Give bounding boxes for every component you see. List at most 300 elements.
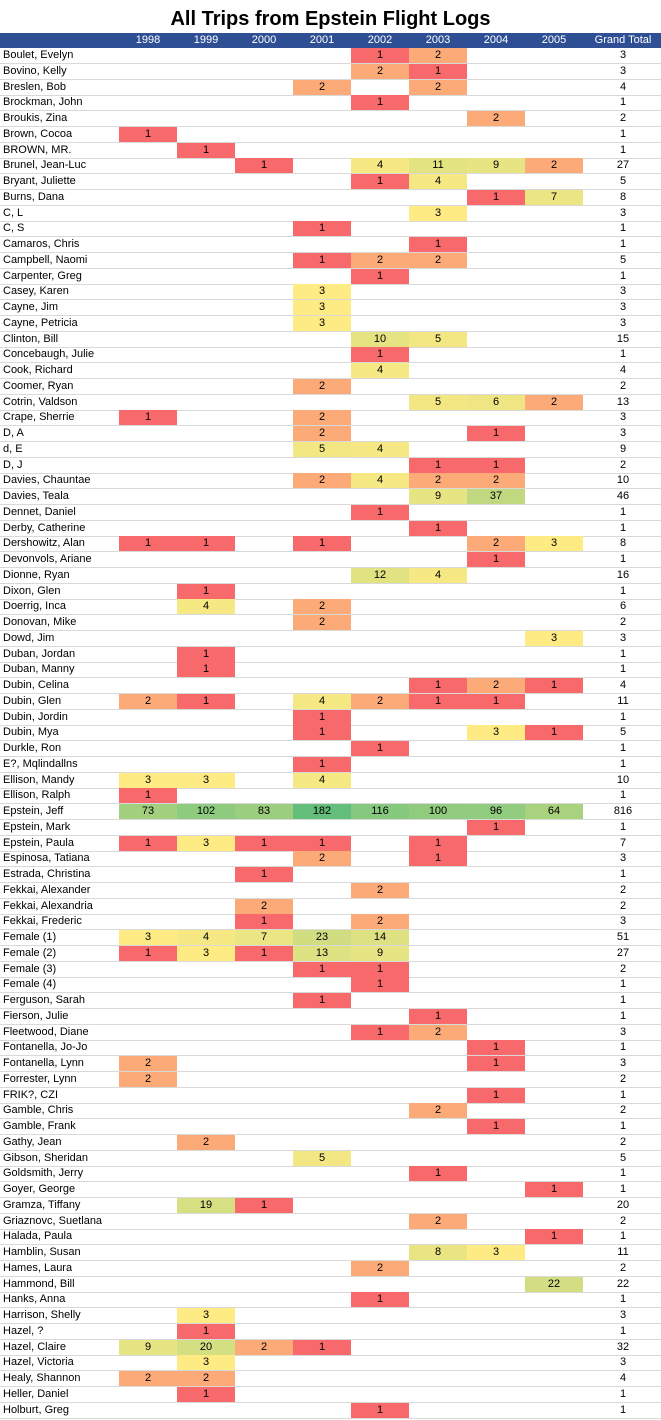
row-divider [0, 1197, 661, 1198]
row-total: 3 [619, 411, 627, 424]
row-name: Bryant, Juliette [3, 175, 76, 187]
row-total: 1 [619, 1041, 627, 1054]
data-cell: 1 [351, 1292, 409, 1307]
row-total: 1 [619, 222, 627, 235]
row-divider [0, 914, 661, 915]
row-name: Casey, Karen [3, 285, 69, 298]
row-divider [0, 583, 661, 584]
row-divider [0, 1087, 661, 1088]
data-cell: 1 [293, 836, 351, 851]
row-divider [0, 866, 661, 867]
data-cell: 2 [351, 1261, 409, 1276]
row-name: Crape, Sherrie [3, 411, 75, 424]
data-cell: 3 [467, 725, 525, 740]
row-divider [0, 977, 661, 978]
row-total: 1 [619, 505, 627, 518]
data-cell: 2 [467, 536, 525, 551]
row-name: Donovan, Mike [3, 616, 77, 628]
row-total: 9 [619, 442, 627, 455]
data-cell: 1 [467, 426, 525, 441]
data-cell: 3 [119, 773, 177, 788]
row-total: 1 [619, 521, 627, 534]
row-name: Holburt, Greg [3, 1403, 70, 1416]
row-total: 3 [619, 301, 627, 313]
row-name: D, J [3, 458, 23, 471]
data-cell: 2 [409, 48, 467, 63]
data-cell: 2 [119, 694, 177, 709]
data-cell: 1 [467, 552, 525, 567]
row-name: Epstein, Mark [3, 820, 71, 833]
row-name: Concebaugh, Julie [3, 348, 95, 361]
data-cell: 20 [177, 1340, 235, 1355]
row-name: Dershowitz, Alan [3, 537, 85, 550]
data-cell: 1 [409, 836, 467, 851]
row-total: 2 [619, 899, 627, 912]
data-cell: 2 [293, 410, 351, 425]
data-cell: 102 [177, 804, 235, 819]
data-cell: 1 [409, 694, 467, 709]
row-name: Duban, Jordan [3, 647, 76, 660]
row-name: d, E [3, 442, 23, 455]
data-cell: 1 [177, 143, 235, 158]
row-total: 10 [616, 773, 630, 786]
row-total: 4 [619, 679, 627, 691]
row-total: 1 [619, 1230, 627, 1243]
row-total: 3 [619, 427, 627, 439]
data-cell: 2 [409, 1025, 467, 1040]
data-cell: 1 [293, 536, 351, 551]
row-name: Hames, Laura [3, 1261, 73, 1274]
row-divider [0, 1355, 661, 1356]
row-total: 2 [619, 1072, 627, 1085]
data-cell: 2 [351, 253, 409, 268]
row-name: Fekkai, Frederic [3, 915, 82, 928]
data-cell: 1 [467, 820, 525, 835]
data-cell: 2 [467, 111, 525, 126]
data-cell: 1 [235, 836, 293, 851]
row-total: 3 [619, 631, 627, 644]
data-cell: 1 [293, 253, 351, 268]
data-cell: 11 [409, 158, 467, 173]
row-name: Epstein, Jeff [3, 805, 64, 817]
row-total: 1 [619, 143, 627, 156]
row-name: Dennet, Daniel [3, 505, 76, 518]
row-divider [0, 646, 661, 647]
row-total: 2 [619, 458, 627, 471]
row-name: Fleetwood, Diane [3, 1025, 89, 1038]
row-total: 3 [619, 64, 627, 77]
data-cell: 1 [525, 1182, 583, 1197]
data-cell: 2 [351, 694, 409, 709]
row-divider [0, 551, 661, 552]
data-cell: 4 [177, 930, 235, 945]
data-cell: 1 [467, 1040, 525, 1055]
row-total: 3 [619, 1356, 627, 1369]
data-cell: 1 [525, 1229, 583, 1244]
row-total: 11 [617, 694, 629, 707]
row-divider [0, 1402, 661, 1403]
data-cell: 1 [235, 158, 293, 173]
data-cell: 4 [293, 773, 351, 788]
data-cell: 10 [351, 332, 409, 347]
row-name: Epstein, Paula [3, 836, 74, 849]
data-cell: 7 [525, 190, 583, 205]
row-total: 22 [616, 1277, 630, 1290]
data-cell: 9 [467, 158, 525, 173]
data-cell: 3 [177, 1355, 235, 1370]
row-total: 1 [619, 96, 627, 109]
row-total: 1 [619, 269, 627, 282]
row-name: Gathy, Jean [3, 1135, 62, 1148]
data-cell: 100 [409, 804, 467, 819]
row-divider [0, 662, 661, 663]
data-cell: 1 [351, 95, 409, 110]
data-cell: 1 [293, 962, 351, 977]
data-cell: 3 [293, 316, 351, 331]
data-cell: 1 [409, 64, 467, 79]
data-cell: 2 [293, 473, 351, 488]
row-name: Hanks, Anna [3, 1293, 66, 1306]
data-cell: 1 [351, 1403, 409, 1418]
row-total: 3 [619, 1025, 627, 1038]
data-cell: 9 [351, 946, 409, 961]
data-cell: 3 [177, 1308, 235, 1323]
row-divider [0, 362, 661, 363]
row-total: 32 [616, 1340, 630, 1353]
data-cell: 2 [409, 253, 467, 268]
row-divider [0, 331, 661, 332]
row-total: 1 [619, 553, 627, 565]
row-total: 7 [619, 836, 627, 849]
row-name: Female (1) [3, 931, 57, 943]
data-cell: 9 [409, 489, 467, 504]
data-cell: 2 [177, 1135, 235, 1150]
row-total: 2 [619, 883, 627, 896]
row-divider [0, 504, 661, 505]
row-divider [0, 788, 661, 789]
row-name: Fekkai, Alexandria [3, 899, 93, 912]
data-cell: 1 [351, 1025, 409, 1040]
row-divider [0, 740, 661, 741]
data-cell: 1 [351, 977, 409, 992]
data-cell: 3 [467, 1245, 525, 1260]
data-cell: 4 [351, 442, 409, 457]
data-cell: 1 [351, 269, 409, 284]
data-cell: 2 [293, 615, 351, 630]
data-cell: 5 [409, 395, 467, 410]
data-cell: 4 [409, 174, 467, 189]
row-name: Female (4) [3, 978, 57, 991]
data-cell: 1 [293, 757, 351, 772]
data-cell: 2 [409, 80, 467, 95]
column-header-grand-total: Grand Total [594, 34, 652, 46]
column-header-2005: 2005 [541, 34, 567, 46]
row-total: 1 [619, 238, 627, 250]
data-cell: 116 [351, 804, 409, 819]
row-divider [0, 268, 661, 269]
data-cell: 2 [235, 899, 293, 914]
data-cell: 1 [119, 946, 177, 961]
data-cell: 1 [293, 1340, 351, 1355]
row-total: 1 [619, 647, 627, 660]
data-cell: 73 [119, 804, 177, 819]
data-cell: 7 [235, 930, 293, 945]
row-name: Fierson, Julie [3, 1009, 69, 1022]
row-total: 2 [619, 1104, 627, 1117]
data-cell: 2 [293, 80, 351, 95]
row-total: 3 [619, 316, 627, 329]
row-total: 1 [619, 710, 627, 723]
row-name: Fontanella, Jo-Jo [3, 1041, 88, 1054]
row-name: Hammond, Bill [3, 1277, 75, 1290]
row-name: Dubin, Glen [3, 694, 62, 707]
row-total: 8 [619, 190, 627, 203]
row-name: Davies, Teala [3, 490, 69, 502]
data-cell: 1 [351, 505, 409, 520]
data-cell: 1 [467, 458, 525, 473]
row-divider [0, 1307, 661, 1308]
data-cell: 3 [525, 631, 583, 646]
row-name: Coomer, Ryan [3, 379, 74, 392]
row-divider [0, 1134, 661, 1135]
row-total: 1 [619, 1324, 627, 1337]
row-total: 1 [619, 994, 627, 1006]
row-name: Forrester, Lynn [3, 1072, 77, 1085]
row-divider [0, 898, 661, 899]
data-cell: 5 [293, 1151, 351, 1166]
row-total: 2 [619, 1261, 627, 1274]
row-total: 3 [619, 206, 627, 219]
row-name: Burns, Dana [3, 190, 65, 203]
row-name: Harrison, Shelly [3, 1309, 81, 1321]
row-total: 16 [616, 568, 630, 581]
row-divider [0, 1418, 661, 1419]
row-total: 1 [619, 1293, 627, 1306]
data-cell: 1 [235, 914, 293, 929]
row-total: 4 [619, 80, 627, 93]
row-total: 13 [616, 395, 630, 408]
data-cell: 1 [293, 221, 351, 236]
data-cell: 1 [235, 867, 293, 882]
data-cell: 19 [177, 1198, 235, 1213]
data-cell: 4 [351, 473, 409, 488]
data-cell: 182 [293, 804, 351, 819]
row-divider [0, 819, 661, 820]
data-cell: 1 [119, 836, 177, 851]
data-cell: 2 [351, 914, 409, 929]
row-divider [0, 347, 661, 348]
row-name: Gramza, Tiffany [3, 1198, 81, 1211]
row-total: 11 [617, 1246, 629, 1258]
data-cell: 1 [409, 521, 467, 536]
column-header-2002: 2002 [367, 34, 393, 46]
row-name: Davies, Chauntae [3, 474, 91, 487]
row-total: 1 [619, 757, 627, 770]
column-header-2000: 2000 [251, 34, 277, 46]
row-name: FRIK?, CZI [3, 1088, 59, 1101]
row-divider [0, 1040, 661, 1041]
data-cell: 1 [293, 725, 351, 740]
row-total: 1 [619, 1183, 627, 1195]
row-name: Camaros, Chris [3, 238, 80, 250]
row-divider [0, 488, 661, 489]
row-name: Cayne, Petricia [3, 316, 78, 329]
data-cell: 1 [409, 851, 467, 866]
data-cell: 1 [293, 710, 351, 725]
row-name: Carpenter, Greg [3, 269, 82, 282]
row-divider [0, 520, 661, 521]
data-cell: 2 [293, 851, 351, 866]
data-cell: 1 [409, 1166, 467, 1181]
row-name: Hazel, Claire [3, 1340, 66, 1353]
row-name: C, L [3, 206, 24, 219]
data-cell: 1 [351, 347, 409, 362]
row-divider [0, 236, 661, 237]
row-total: 1 [619, 820, 627, 833]
row-name: Durkle, Ron [3, 742, 62, 754]
row-total: 3 [619, 285, 627, 298]
row-name: Griaznovc, Suetlana [3, 1214, 103, 1227]
column-header-2003: 2003 [425, 34, 451, 46]
row-total: 10 [616, 474, 630, 487]
data-cell: 2 [293, 379, 351, 394]
row-name: Heller, Daniel [3, 1387, 69, 1400]
data-cell: 4 [177, 599, 235, 614]
data-cell: 1 [351, 962, 409, 977]
row-name: Derby, Catherine [3, 521, 86, 534]
data-cell: 3 [119, 930, 177, 945]
data-cell: 2 [177, 1371, 235, 1386]
row-total: 1 [619, 1403, 627, 1416]
data-cell: 2 [293, 426, 351, 441]
row-name: BROWN, MR. [3, 143, 72, 156]
data-cell: 1 [235, 946, 293, 961]
chart-title: All Trips from Epstein Flight Logs [170, 8, 491, 30]
data-cell: 2 [235, 1340, 293, 1355]
data-cell: 1 [351, 48, 409, 63]
row-name: Broukis, Zina [3, 112, 68, 124]
row-total: 3 [619, 1057, 627, 1069]
row-divider [0, 567, 661, 568]
row-total: 1 [619, 1167, 627, 1180]
data-cell: 1 [119, 127, 177, 142]
row-divider [0, 205, 661, 206]
data-cell: 2 [119, 1371, 177, 1386]
row-total: 8 [619, 537, 627, 550]
row-name: Female (2) [3, 946, 57, 959]
row-total: 1 [619, 127, 627, 140]
data-cell: 1 [177, 536, 235, 551]
row-total: 5 [619, 253, 627, 266]
row-total: 1 [619, 348, 627, 361]
data-cell: 1 [467, 1088, 525, 1103]
data-cell: 1 [177, 1324, 235, 1339]
row-total: 2 [619, 379, 627, 392]
row-name: Cayne, Jim [3, 301, 59, 313]
row-name: Ferguson, Sarah [3, 994, 85, 1006]
row-total: 1 [619, 584, 627, 597]
data-cell: 1 [235, 1198, 293, 1213]
row-name: Boulet, Evelyn [3, 49, 74, 61]
row-total: 27 [616, 159, 630, 172]
data-cell: 83 [235, 804, 293, 819]
data-cell: 1 [177, 647, 235, 662]
row-total: 3 [619, 49, 627, 61]
data-cell: 1 [409, 458, 467, 473]
row-total: 2 [619, 616, 627, 628]
row-name: Goyer, George [3, 1183, 76, 1195]
data-cell: 2 [409, 1214, 467, 1229]
data-cell: 1 [525, 678, 583, 693]
row-divider [0, 1166, 661, 1167]
row-divider [0, 1260, 661, 1261]
data-cell: 2 [119, 1056, 177, 1071]
row-divider [0, 1055, 661, 1056]
data-cell: 2 [525, 395, 583, 410]
row-name: Fekkai, Alexander [3, 883, 91, 896]
row-name: Espinosa, Tatiana [3, 852, 90, 865]
row-name: Healy, Shannon [3, 1372, 81, 1384]
row-name: Clinton, Bill [3, 332, 59, 345]
data-cell: 1 [177, 584, 235, 599]
row-divider [0, 1370, 661, 1371]
data-cell: 2 [525, 158, 583, 173]
data-cell: 2 [119, 1072, 177, 1087]
row-total: 2 [619, 1135, 627, 1148]
row-total: 1 [619, 1387, 627, 1400]
row-total: 51 [616, 931, 630, 943]
row-divider [0, 1292, 661, 1293]
data-cell: 22 [525, 1277, 583, 1292]
column-header-1998: 1998 [135, 34, 161, 46]
row-name: Cotrin, Valdson [3, 395, 78, 408]
row-total: 5 [619, 726, 627, 739]
row-total: 27 [616, 946, 630, 959]
row-name: Hazel, ? [3, 1324, 44, 1337]
data-cell: 3 [177, 836, 235, 851]
data-cell: 1 [293, 993, 351, 1008]
row-divider [0, 1071, 661, 1072]
data-cell: 1 [177, 694, 235, 709]
row-divider [0, 95, 661, 96]
data-cell: 3 [177, 773, 235, 788]
data-cell: 64 [525, 804, 583, 819]
row-name: Duban, Manny [3, 663, 75, 676]
data-cell: 5 [293, 442, 351, 457]
data-cell: 1 [119, 410, 177, 425]
row-total: 1 [619, 1120, 627, 1132]
row-total: 4 [619, 1372, 627, 1384]
row-name: Cook, Richard [3, 364, 73, 376]
row-total: 3 [619, 1309, 627, 1321]
data-cell: 4 [351, 363, 409, 378]
row-total: 20 [616, 1198, 630, 1211]
data-cell: 3 [293, 300, 351, 315]
data-cell: 1 [409, 237, 467, 252]
row-divider [0, 142, 661, 143]
data-cell: 1 [351, 174, 409, 189]
data-cell: 1 [467, 190, 525, 205]
row-total: 1 [619, 978, 627, 991]
data-cell: 12 [351, 568, 409, 583]
row-name: Brunel, Jean-Luc [3, 159, 87, 172]
row-name: Fontanella, Lynn [3, 1057, 84, 1069]
row-name: Gibson, Sheridan [3, 1151, 88, 1164]
row-name: Dixon, Glen [3, 584, 61, 597]
row-total: 15 [616, 332, 630, 345]
row-total: 5 [619, 175, 627, 187]
row-divider [0, 882, 661, 883]
